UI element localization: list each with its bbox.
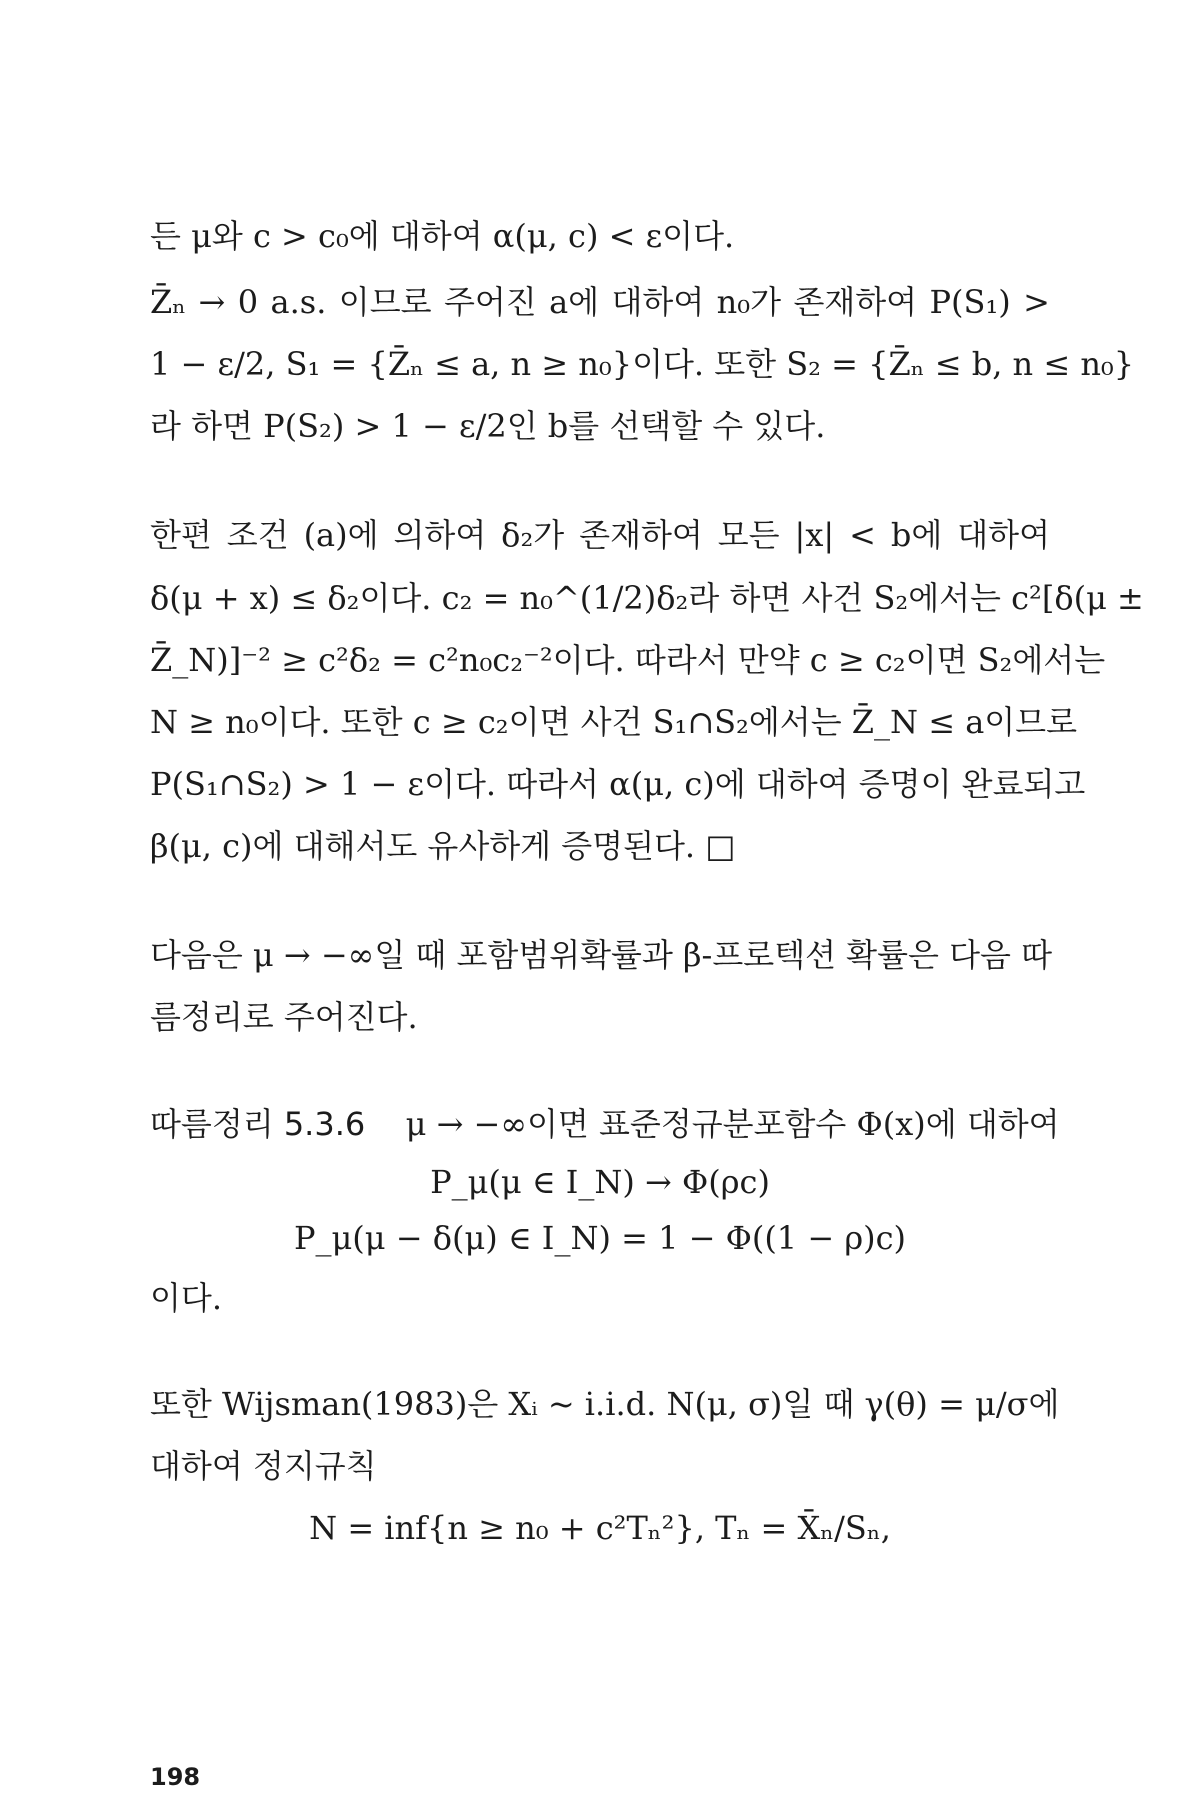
text-line: Z̄_N)]⁻² ≥ c²δ₂ = c²n₀c₂⁻²이다. 따라서 만약 c ≥ c₂이면 S₂에서는: [150, 641, 1106, 679]
corollary-statement: μ → −∞이면 표준정규분포함수 Φ(x)에 대하여: [405, 1105, 1060, 1143]
text-line: 든 μ와 c > c₀에 대하여 α(μ, c) < ε이다.: [150, 217, 735, 255]
text-line: β(μ, c)에 대해서도 유사하게 증명된다. □: [150, 827, 736, 865]
text-line: 대하여 정지규칙: [150, 1447, 377, 1485]
text-line: 라 하면 P(S₂) > 1 − ε/2인 b를 선택할 수 있다.: [150, 407, 826, 445]
text-line: 한편 조건 (a)에 의하여 δ₂가 존재하여 모든 |x| < b에 대하여: [150, 516, 1050, 554]
corollary-formula-1: P_μ(μ ∈ I_N) → Φ(ρc): [430, 1163, 770, 1201]
text-line: P(S₁∩S₂) > 1 − ε이다. 따라서 α(μ, c)에 대하여 증명이 완료되고: [150, 765, 1086, 803]
corollary-formula-2: P_μ(μ − δ(μ) ∈ I_N) = 1 − Φ((1 − ρ)c): [293, 1219, 907, 1257]
page-number: 198: [150, 1763, 201, 1791]
corollary-heading: [150, 1104, 1060, 1144]
text-line: 또한 Wijsman(1983)은 Xᵢ ~ i.i.d. N(μ, σ)일 때 γ(θ) = μ/σ에: [150, 1385, 1060, 1423]
text-line: 다음은 μ → −∞일 때 포함범위확률과 β-프로텍션 확률은 다음 따: [150, 936, 1053, 974]
stopping-rule-formula: N = inf{n ≥ n₀ + c²Tₙ²}, Tₙ = X̄ₙ/Sₙ,: [309, 1509, 891, 1547]
text-line: Z̄ₙ → 0 a.s. 이므로 주어진 a에 대하여 n₀가 존재하여 P(S₁) >: [150, 283, 1050, 321]
text-line: N ≥ n₀이다. 또한 c ≥ c₂이면 사건 S₁∩S₂에서는 Z̄_N ≤ a이므로: [150, 703, 1078, 741]
text-line: 름정리로 주어진다.: [150, 998, 418, 1036]
text-line: δ(μ + x) ≤ δ₂이다. c₂ = n₀^(1/2)δ₂라 하면 사건 S₂에서는 c²[δ(μ ±: [150, 579, 1144, 617]
text-line: 이다.: [150, 1279, 222, 1317]
corollary-label: 따름정리 5.3.6: [150, 1105, 366, 1143]
text-line: 1 − ε/2, S₁ = {Z̄ₙ ≤ a, n ≥ n₀}이다. 또한 S₂ = {Z̄ₙ ≤ b, n ≤ n₀}: [150, 345, 1135, 383]
